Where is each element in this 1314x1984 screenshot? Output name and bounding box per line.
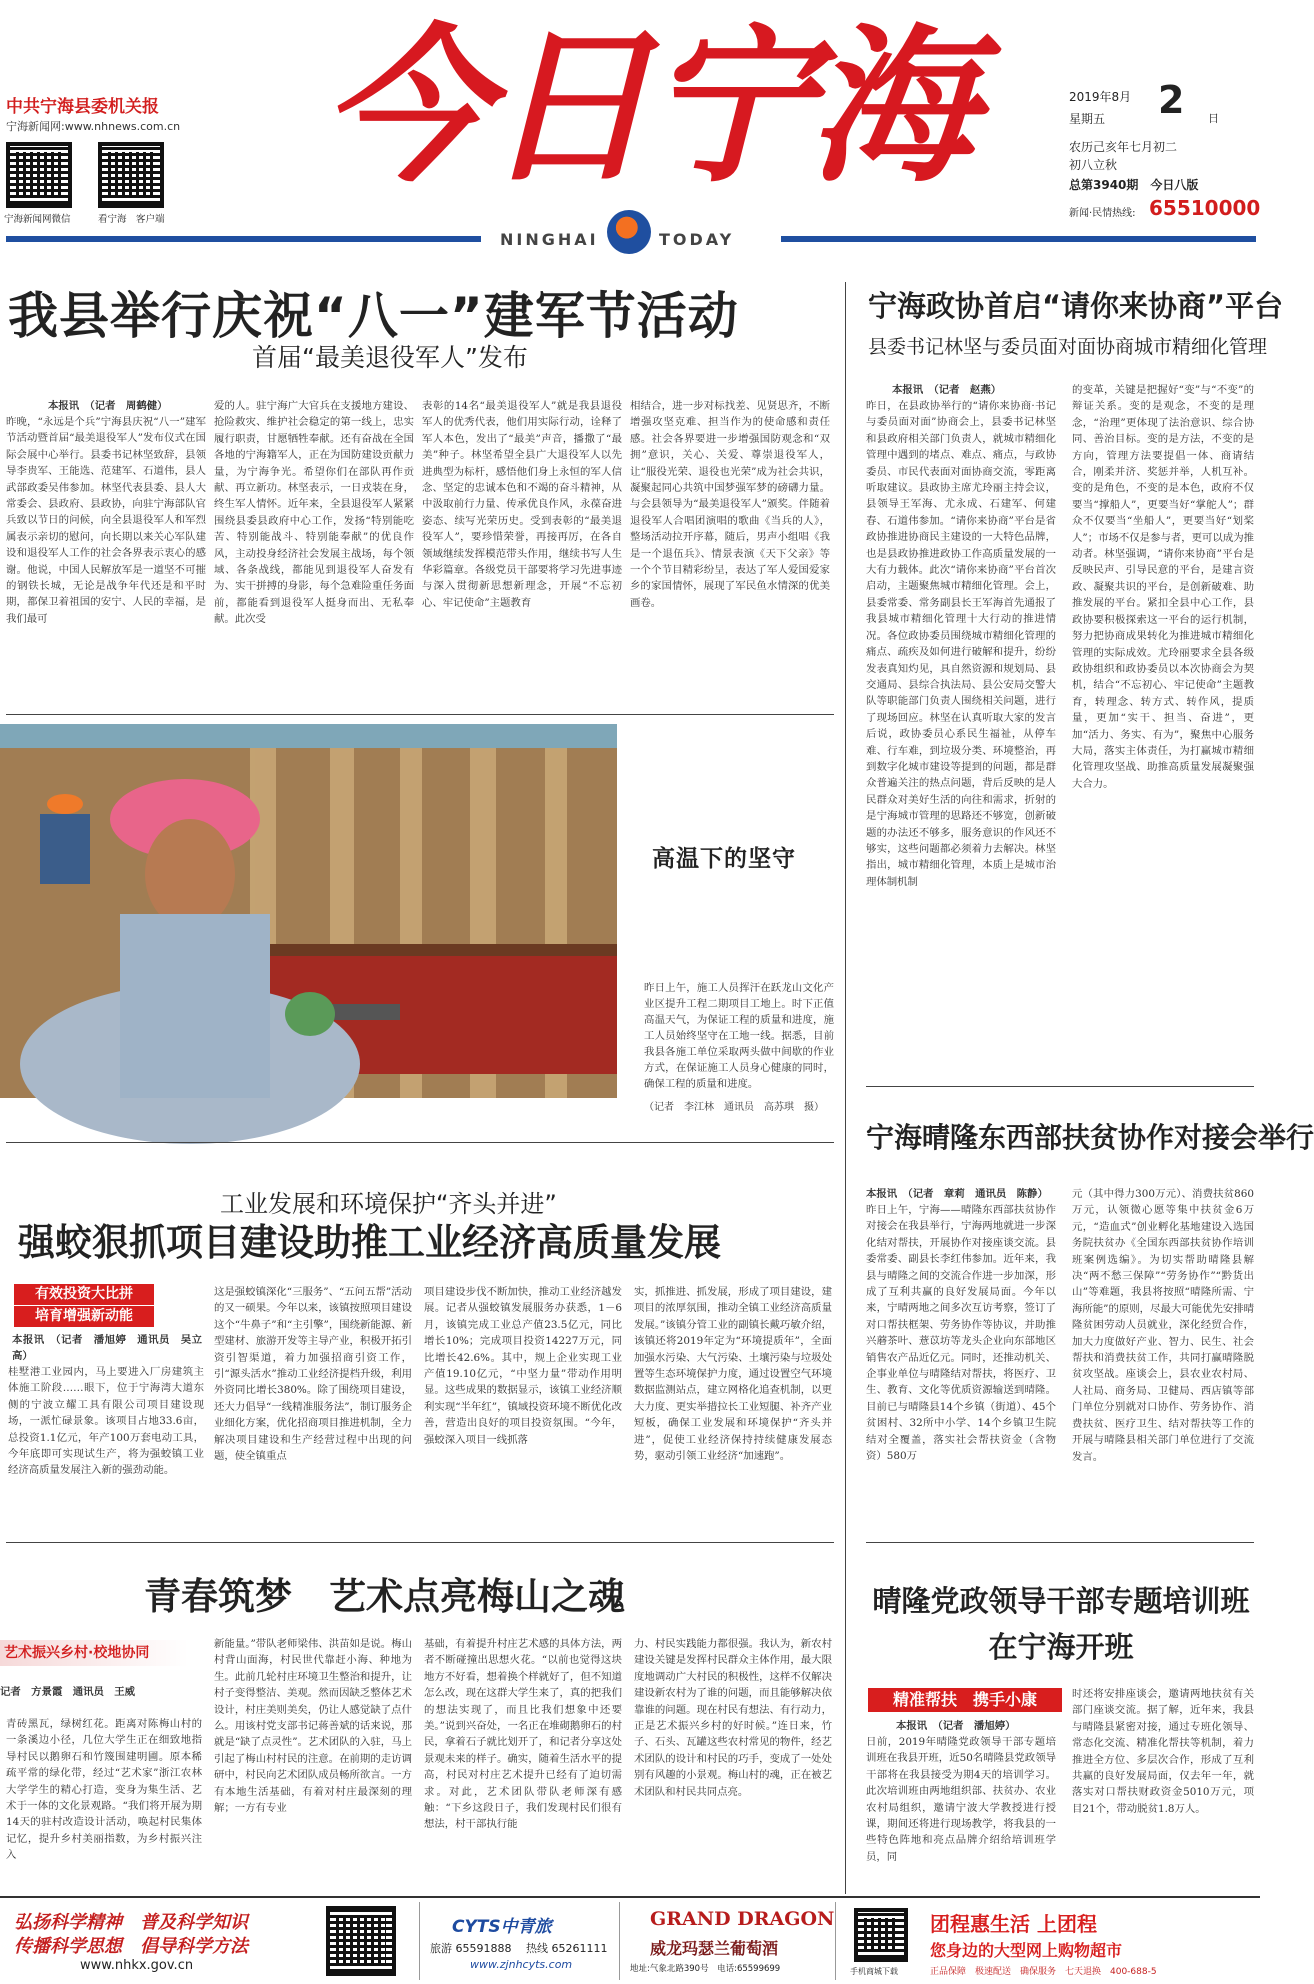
story5-col-2: 元（其中得力300万元）、消费扶贫860万元，认领微心愿等集中扶贫金6万元，“造血式”创业孵化基地建设入选国务院扶贫办《全国东西部扶贫协作培训班案例选编》。为切实帮助晴隆县解决“两不愁三保障”“劳务协作”“黔货出山”等难题，我县将按照“晴隆所需、宁海所能”的原则，尽最大可能优先安排晴隆贫困劳动人员就业，深化经贸合作，加大力度做好产业、智力、民生、社会帮扶和消费扶贫工作，共同打赢晴隆脱贫攻坚战。座谈会上，县农业农村局、人社局、商务局、卫健局、西店镇等部门单位分别就对口协作、劳务协作、消费扶贫、医疗卫生、结对帮扶等工作的开展与晴隆县相关部门单位进行了交流发言。 [1072, 1188, 1254, 1463]
ad-tg-slogan: 您身边的大型网上购物超市 [930, 1941, 1123, 1960]
ad-cyts[interactable] [424, 1902, 620, 1980]
ad-tg-qr-code [854, 1908, 908, 1962]
ad-gd-logo: GRAND DRAGON [650, 1908, 835, 1930]
story3-col-3: 基础，有着提升村庄艺术感的具体方法，两者不断碰撞出思想火花。“以前也觉得这块地方不好看，想着换个样就好了，但不知道怎么改，现在这群大学生来了，真的把我们的想法实现了，而且比我们想象中还要美。”说到兴奋处，一名正在堆砌鹅卵石的村民，拿着石子就比划开了，和记者分享这处景观未来的样子。确实，随着生活水平的提高，村民对村庄艺术提升已经有了迫切需求。对此，艺术团队带队老师深有感触：“下乡这段日子，我们发现村民们很有想法，村干部执行能 [424, 1638, 622, 1831]
story1-col-2: 爱的人。驻宁海广大官兵在支援地方建设、抢险救灾、维护社会稳定的第一线上，忠实履行职责，甘愿牺牲奉献。还有奋战在全国各地的宁海籍军人，正在为国防建设贡献力量，为宁海争光。希望你们在部队再作贡献、再立新功。林坚表示，一日戎装在身，终生军人情怀。近年来，全县退役军人紧紧围绕县委县政府中心工作，发扬“特别能吃苦、特别能战斗、特别能奉献”的优良作风，主动投身经济社会发展主战场，每个领域、各条战线，都能见到退役军人奋发有为、实干拼搏的身影，每个急难险重任务面前，都能看到退役军人挺身而出、无私奉献。此次受 [214, 400, 414, 626]
story2-col-4: 实，抓推进、抓发展，形成了项目建设，建项目的浓厚氛围，推动全镇工业经济高质量发展。”该镇分管工业的副镇长戴巧敏介绍，该镇还将2019年定为“环境提质年”，全面加强水污染、大气污染、土壤污染与垃圾处置等生态环境保护力度，通过设置空气环境数据监测站点，建立网格化追查机制，以更大力度、更实举措拉长工业短腿、补齐产业短板，确保工业发展和环境保护“齐头并进”，促使工业经济保持持续健康发展态势，驱动引领工业经济“加速跑”。 [634, 1286, 832, 1463]
photo-title: 高温下的坚守 [652, 846, 796, 872]
wechat-qr-code [6, 142, 72, 208]
story5-headline[interactable]: 宁海晴隆东西部扶贫协作对接会举行 [866, 1121, 1314, 1154]
hotline-number: 65510000 [1149, 196, 1261, 220]
divider [6, 1542, 834, 1543]
ad-science-url[interactable]: www.nhkx.gov.cn [80, 1958, 194, 1973]
ad-tuancheng[interactable] [840, 1902, 1260, 1980]
story2-col-3: 项目建设步伐不断加快，推动工业经济越发展。记者从强蛟镇发展服务办获悉，1－6月，该镇完成工业总产值23.5亿元，同比增长10%；完成项目投资14227万元，同比增长42.6%。其中，规上企业实现工业产值19.10亿元，“中坚力量”带动作用明显。这些成果的数据显示，该镇工业经济顺利实现“半年红”，镇域投资环境不断优化改善，营造出良好的项目投资氛围。“今年，强蛟深入项目一线抓落 [424, 1286, 622, 1446]
story2-col-2: 这是强蛟镇深化“三服务”、“五问五帮”活动的又一硕果。今年以来，该镇按照项目建设这个“牛鼻子”和“主引擎”，围绕新能源、新型建材、旅游开发等主导产业，积极开拓引资引智渠道，着力加强招商引资工作，引“源头活水”推动工业经济提档升级，利用外资同比增长380%。除了围绕项目建设，还大力倡导“一线精准服务法”，制订服务企业细化方案，优化招商项目推进机制，全力解决项目建设和生产经营过程中出现的问题，使全镇重点 [214, 1286, 412, 1463]
story1-col-1: 昨晚，“永远是个兵”宁海县庆祝“八一”建军节活动暨首届“最美退役军人”发布仪式在国际会展中心举行。县委书记林坚致辞，县领导李贵军、王能选、范建军、石道伟，县人武部政委吴伟参加。林坚代表县委、县人大常委会、县政府、县政协，向驻宁海部队官兵致以节日的问候，向全县退役军人和军烈属表示亲切的慰问，向长期以来关心军队建设和退役军人工作的社会各界表示衷心的感谢。他说，中国人民解放军是一道坚不可摧的钢铁长城，无论是战争年代还是和平时期，都保卫着祖国的安宁、人民的幸福，是我们最可 [6, 416, 206, 625]
weekday: 星期五 [1069, 112, 1106, 126]
qr1-caption: 宁海新闻网微信 [4, 214, 71, 225]
date-day: 2 [1158, 78, 1185, 122]
story3-col-4: 力、村民实践能力都很强。我认为，新农村建设关键是发挥村民群众主体作用，最大限度地调动广大村民的积极性，这样不仅解决建设新农村为了谁的问题，而且能够解决依靠谁的问题。现在村民有想法、有行动力，正是艺术振兴乡村的好时候。”连日来，竹子、石头、瓦罐这些农村常见的物件，经艺术团队的设计和村民的巧手，变成了一处处别有风趣的小景观。梅山村的魂，正在被艺术团队和村民共同点亮。 [634, 1638, 832, 1798]
ad-cyts-phone2: 热线 65261111 [526, 1942, 608, 1955]
app-qr-code [98, 142, 164, 208]
website-label[interactable]: 宁海新闻网:www.nhnews.com.cn [6, 120, 181, 133]
story6-byline: 本报讯 （记者 潘旭婷） [896, 1720, 1016, 1732]
divider [6, 1142, 834, 1143]
story1-col-4: 相结合，进一步对标找差、见贤思齐，不断增强攻坚克难、担当作为的使命感和责任感。社会各界要进一步增强国防观念和“双拥”意识，关心、关爱、尊崇退役军人，让“服役光荣、退役也光荣”成为社会共识，凝聚起同心共筑中国梦强军梦的磅礴力量。与会县领导为“最美退役军人”颁奖。伴随着退役军人合唱团演唱的歌曲《当兵的人》，整场活动拉开序幕，随后，男声小组唱《我是一个退伍兵》、情景表演《天下父亲》等一个个节目精彩纷呈，表达了军人爱国爱家乡的家国情怀，展现了军民鱼水情深的优美画卷。 [630, 400, 830, 609]
story4-byline: 本报讯 （记者 赵燕） [892, 384, 1002, 396]
hotline-label: 新闻·民情热线: [1069, 208, 1136, 219]
divider [6, 714, 834, 715]
divider [866, 1086, 1254, 1087]
section-tag-investment: 有效投资大比拼 [14, 1284, 154, 1305]
newspaper-title-logo: 今日宁海 [322, 7, 970, 205]
story3-headline[interactable]: 青春筑梦 艺术点亮梅山之魂 [144, 1575, 625, 1618]
story2-byline: 本报讯 （记者 潘旭婷 通讯员 吴立高） [12, 1334, 202, 1363]
ad-cyts-phone1: 旅游 65591888 [430, 1942, 512, 1955]
ad-science-line1: 弘扬科学精神 普及科学知识 [14, 1912, 248, 1933]
ad-tg-qr-caption: 手机商城下载 [850, 1967, 898, 1976]
qr2-caption: 看宁海 客户端 [98, 214, 165, 225]
story3-col-2: 新能量。”带队老师梁伟、洪苗如是说。梅山村背山面海，村民世代靠赶小海、种地为生。此前几轮村庄环境卫生整治和提升，让村子变得整洁、美观。然而因缺乏整体艺术设计，村庄美则美矣，仍让人感觉缺了点什么。用该村党支部书记蒋善斌的话来说，那就是“缺了点灵性”。艺术团队的入驻，马上引起了梅山村村民的注意。在前期的走访调研中，村民向艺术团队成员畅所欲言。一方有本地生活基础，有着对村庄最深刻的理解；一方有专业 [214, 1638, 412, 1815]
column-divider [845, 282, 846, 1894]
photo-credit: （记者 李江林 通讯员 高苏琪 摄） [644, 1102, 824, 1113]
construction-photo [0, 724, 617, 1098]
ad-gd-name: 威龙玛瑟兰葡萄酒 [650, 1939, 779, 1958]
ad-tg-features: 正品保障 极速配送 确保服务 七天退换 400-688-5 [930, 1967, 1157, 1977]
ad-cyts-url[interactable]: www.zjnhcyts.com [470, 1958, 573, 1971]
story1-byline: 本报讯 （记者 周鹤健） [48, 400, 168, 412]
party-organ-label: 中共宁海县委机关报 [6, 97, 159, 117]
ad-science-qr-code [326, 1906, 396, 1976]
story5-col-1: 昨日上午，宁海——晴隆东西部扶贫协作对接会在我县举行，宁海两地就进一步深化结对帮扶，开展协作对接座谈交流。县委常委、副县长李红伟参加。近年来，我县与晴隆之间的交流合作进一步加深，形成了互利共赢的良好发展局面。今年以来，宁晴两地之间多次互访考察，签订了对口帮扶框架、劳务协作等协议，并助推兴蘑茶叶、薏苡坊等龙头企业向东部地区销售农产品近亿元。同时，还推动机关、企事业单位与晴隆结对帮扶，将医疗、卫生、教育、文化等优质资源输送到晴隆。目前已与晴隆县14个乡镇（街道）、45个贫困村、32所中小学、14个乡镇卫生院结对全覆盖，落实社会帮扶资金（含物资）580万 [866, 1204, 1056, 1463]
solar-term: 初八立秋 [1069, 158, 1118, 172]
ninghai-label: NINGHAI [500, 230, 599, 249]
story3-col-1: 青砖黑瓦，绿树红花。距离对陈梅山村的一条溪边小径，几位大学生正在细致地指导村民以鹅卵石和竹篾围建明圃。原本稀疏平常的绿化带，经过“艺术家”浙江农林大学学生的精心打造，变身为集生活、艺术于一体的文化景观路。“我们将开展为期14天的驻村改造设计活动，唤起村民集体记忆，提升乡村美丽指数，为乡村振兴注入 [6, 1718, 202, 1862]
story4-col-1: 昨日，在县政协举行的“请你来协商·书记与委员面对面”协商会上，县委书记林坚和县政府相关部门负责人，就城市精细化管理中遇到的堵点、难点、痛点，与政协委员、市民代表面对面协商交流，零距离听取建议。县政协主席尤玲丽主持会议，县领导王军海、尤永成、石建军、何建春、石道伟参加。“请你来协商”平台是省政协推进协商民主建设的一大特色品牌，也是县政协推进政协工作高质量发展的一大有力载体。此次“请你来协商”平台首次启动，主题聚焦城市精细化管理。会上，县委常委、常务副县长王军海首先通报了我县城市精细化管理十大行动的推进情况。各位政协委员围绕城市精细化管理的痛点、疏疾及如何进行破解和提升，纷纷发表真知灼见，具自然资源和规划局、县交通局、县综合执法局、县公安局交警大队等职能部门负责人围绕相关问题，进行了现场回应。林坚在认真听取大家的发言后说，政协委员心系民生福祉，从停车难、行车难，到垃圾分类、环境整治，再到数字化城市建设等提到的问题，都是群众普遍关注的热点问题，背后反映的是人民群众对美好生活的向往和需求，折射的是宁海城市管理的思路还不够宽，创新破题的办法还不够多，服务意识的作风还不够实，这些问题都必须着力去解决。林坚指出，城市精细化管理，本质上是城市治理体制机制 [866, 400, 1056, 888]
date-day-unit: 日 [1208, 112, 1219, 125]
lunar-date: 农历己亥年七月初二 [1069, 140, 1178, 154]
story4-headline[interactable]: 宁海政协首启“请你来协商”平台 [868, 289, 1284, 323]
today-label: TODAY [659, 230, 735, 249]
story2-headline[interactable]: 强蛟狠抓项目建设助推工业经济高质量发展 [18, 1221, 721, 1264]
story5-byline: 本报讯 （记者 章莉 通讯员 陈静） [866, 1188, 1048, 1200]
story3-byline: 记者 方景霞 通讯员 王威 [0, 1686, 136, 1698]
divider [866, 1542, 1254, 1543]
section-tag-momentum: 培育增强新动能 [14, 1306, 154, 1327]
issue-number: 总第3940期 今日八版 [1069, 178, 1199, 192]
story2-kicker: 工业发展和环境保护“齐头并进” [220, 1190, 557, 1218]
story1-col-3: 表彰的14名“最美退役军人”就是我县退役军人的优秀代表，他们用实际行动，诠释了军人本色，发出了“最美”声音，播撒了“最美”种子。林坚希望全县广大退役军人以先进典型为标杆，感悟他们身上永恒的军人信念、坚定的忠诚本色和不竭的奋斗精神，从中汲取前行力量、传承优良作风，永葆奋进姿态、续写光荣历史。受到表彰的“最美退役军人”，要珍惜荣誉，再接再厉，在各自领域继续发挥模范带头作用，继续书写人生华彩篇章。各级党员干部要将学习先进事迹与深入贯彻新思想新理念，开展“不忘初心、牢记使命”主题教育 [422, 400, 622, 609]
ad-science[interactable] [0, 1902, 420, 1980]
ad-science-line2: 传播科学思想 倡导科学方法 [14, 1936, 248, 1957]
ad-gd-address: 地址:气象北路390号 电话:65599699 [630, 1964, 781, 1974]
story4-col-2: 的变革，关键是把握好“变”与“不变”的辩证关系。变的是观念，不变的是理念，“治理”更体现了法治意识、综合协同、善治目标。变的是方法，不变的是方向，管理方法要提倡一体、商请结合，刚柔并济、奖惩并举，人机互补。变的是角色，不变的是本色，政府不仅要当“撑船人”，更要当好“掌舵人”；群众不仅要当“坐船人”，更要当好“划桨人”；市场不仅是参与者，更可以成为推动者。林坚强调，“请你来协商”平台是反映民声、引导民意的平台，是建言资政、凝聚共识的平台，是创新破难、助推发展的平台。紧扣全县中心工作，县政协要积极探索这一平台的运行机制，努力把协商成果转化为推进城市精细化管理的实际成效。尤玲丽要求全县各级政协组织和政协委员以本次协商会为契机，结合“不忘初心、牢记使命”主题教育，转理念、转方式、转作风，提质量，更加“实干、担当、奋进”，更加“活力、务实、有为”，聚焦中心服务大局，落实主体责任，为打赢城市精细化管理攻坚战、助推高质量发展凝聚强大合力。 [1072, 384, 1254, 790]
story4-subheadline: 县委书记林坚与委员面对面协商城市精细化管理 [868, 336, 1268, 358]
date-year: 2019年8月 [1069, 90, 1132, 104]
photo-caption: 昨日上午，施工人员挥汗在跃龙山文化产业区提升工程二期项目工地上。时下正值高温天气，为保证工程的质量和进度，施工人员始终坚守在工地一线。据悉，目前我县各施工单位采取两头做中间歇的作业方式，在保证施工人员身心健康的同时，确保工程的质量和进度。 [644, 982, 834, 1090]
story2-col-1: 桂墅港工业园内，马上要进入厂房建筑主体施工阶段……眼下，位于宁海湾大道东侧的宁波立耀工具有限公司项目建设现场，一派忙碌景象。该项目占地33.6亩，总投资1.1亿元，年产100万套电动工具，今年底即可实现试生产，将为强蛟镇工业经济高质量发展注入新的强劲动能。 [8, 1366, 204, 1477]
ad-grand-dragon[interactable] [624, 1902, 836, 1980]
ad-tg-logo: 团程惠生活 上团程 [930, 1912, 1097, 1936]
story6-col-2: 时还将安排座谈会，邀请两地扶贫有关部门座谈交流。据了解，近年来，我县与晴隆县紧密对接，通过专班化领导、常态化交流、精准化帮扶等机制，着力推进全方位、多层次合作，形成了互利共赢的良好发展局面，仅去年一年，就落实对口帮扶财政资金5010万元，项目21个，带动脱贫1.8万人。 [1072, 1688, 1254, 1815]
story1-headline[interactable]: 我县举行庆祝“八一”建军节活动 [8, 287, 739, 345]
story6-headline[interactable]: 晴隆党政领导干部专题培训班在宁海开班 [872, 1584, 1250, 1664]
section-tag-art: 艺术振兴乡村·校地协同 [0, 1640, 188, 1666]
footer-rule [0, 1896, 1260, 1898]
story1-subheadline: 首届“最美退役军人”发布 [252, 343, 528, 372]
emblem-icon [607, 210, 651, 254]
story6-col-1: 日前，2019年晴隆党政领导干部专题培训班在我县开班，近50名晴隆县党政领导干部将在我县接受为期4天的培训学习。此次培训班由两地组织部、扶贫办、农业农村局组织，邀请宁波大学教授进行授课，期间还将进行现场教学，将我县的一些特色阵地和亮点品牌介绍给培训班学员，同 [866, 1736, 1056, 1863]
ad-cyts-logo: CYTS中青旅 [452, 1917, 552, 1937]
section-tag-poverty: 精准帮扶 携手小康 [868, 1688, 1062, 1712]
